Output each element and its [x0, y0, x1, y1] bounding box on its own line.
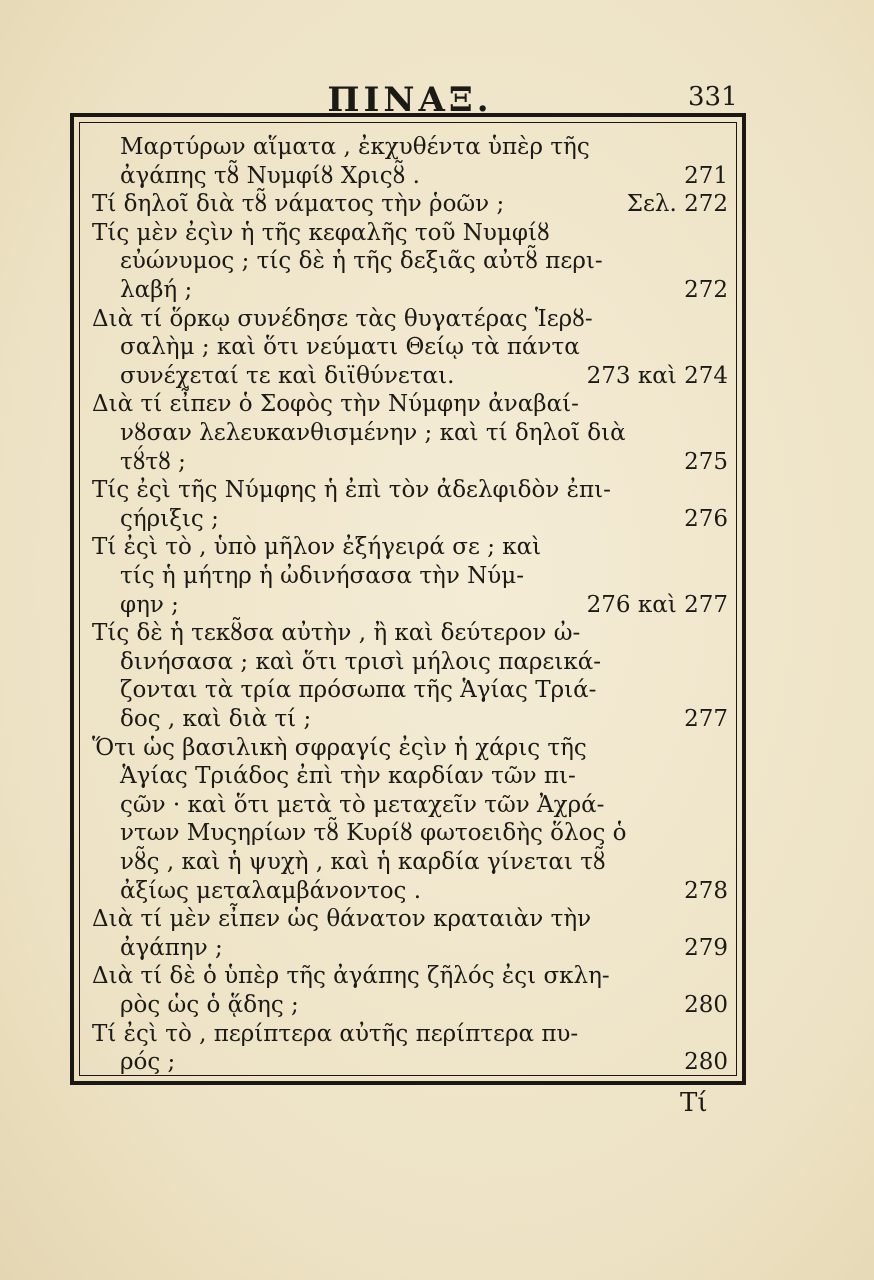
entry-text: συνέχεταί τε καὶ διϊθύνεται.: [120, 362, 455, 389]
entry-text: Τί ἐςὶ τὸ , ὑπὸ μῆλον ἐξήγειρά σε ; καὶ: [92, 534, 542, 561]
index-line: [88, 418, 728, 448]
entry-text: λαβή ;: [120, 277, 193, 303]
entry-text: Τίς δὲ ἡ τεκȣ̃σα αὐτὴν , ἢ καὶ δεύτερον ὠ-: [92, 620, 581, 647]
index-line: [88, 933, 728, 963]
entry-text: τȣ́τȣ ;: [120, 448, 186, 475]
index-line: [88, 990, 728, 1020]
index-line: [88, 1047, 728, 1077]
entry-text: σαλὴμ ; καὶ ὅτι νεύματι Θείῳ τὰ πάντα: [120, 334, 580, 361]
index-line: [88, 561, 728, 591]
index-line: [88, 389, 728, 419]
entry-page-ref: 275: [684, 448, 728, 475]
entry-text: ρός ;: [120, 1049, 176, 1076]
index-line: [88, 647, 728, 677]
entry-text: τίς ἡ μήτηρ ἡ ὠδινήσασα τὴν Νύμ-: [120, 563, 524, 589]
index-line: [88, 847, 728, 877]
index-line: [88, 304, 728, 334]
index-line: [88, 475, 728, 505]
entry-text: ἀγάπης τȣ̃ Νυμφίȣ Χριςȣ̃ .: [120, 162, 420, 189]
index-line: [88, 361, 728, 391]
index-line: [88, 675, 728, 705]
entry-page-ref: Σελ. 272: [626, 191, 728, 218]
index-line: [88, 761, 728, 791]
entry-page-ref: 276: [684, 505, 728, 532]
entry-text: Τίς μὲν ἐςὶν ἡ τῆς κεφαλῆς τοῦ Νυμφίȣ: [92, 219, 550, 246]
index-line: [88, 218, 728, 248]
entry-text: ἀξίως μεταλαμβάνοντος .: [120, 877, 422, 904]
entry-text: Μαρτύρων αἵματα , ἐκχυθέντα ὑπὲρ τῆς: [120, 134, 590, 160]
entry-text: ρὸς ὡς ὁ ᾅδης ;: [120, 992, 299, 1018]
entry-page-ref: 276 καὶ 277: [586, 591, 728, 618]
entry-text: ἀγάπην ;: [120, 934, 223, 961]
entry-page-ref: 277: [684, 706, 728, 732]
index-line: [88, 532, 728, 562]
running-title: ΠΙΝΑΞ.: [327, 80, 493, 120]
index-line: [88, 904, 728, 934]
entry-page-ref: 280: [684, 1049, 728, 1076]
page-number: 331: [688, 82, 738, 112]
entry-text: Τί ἐςὶ τὸ , περίπτερα αὐτῆς περίπτερα πυ-: [92, 1020, 579, 1047]
index-line: [88, 790, 728, 820]
index-line: [88, 246, 728, 276]
entry-text: ντων Μυςηρίων τȣ̃ Κυρίȣ φωτοειδὴς ὅλος ὁ: [120, 820, 627, 847]
catchword: Τί: [680, 1088, 708, 1118]
index-line: [88, 961, 728, 991]
entry-text: Ὅτι ὡς βασιλικὴ σφραγίς ἐςὶν ἡ χάρις τῆς: [92, 734, 587, 761]
entry-page-ref: 272: [684, 277, 728, 303]
entry-text: Ἁγίας Τριάδος ἐπὶ τὴν καρδίαν τῶν πι-: [120, 763, 576, 790]
entry-text: δος , καὶ διὰ τί ;: [120, 706, 312, 732]
index-line: [88, 132, 728, 162]
entry-text: ζονται τὰ τρία πρόσωπα τῆς Ἁγίας Τριά-: [120, 677, 597, 704]
index-line: [88, 161, 728, 191]
index-line: [88, 1019, 728, 1049]
index-line: [88, 818, 728, 848]
entry-page-ref: 280: [684, 992, 728, 1018]
entry-page-ref: 273 καὶ 274: [586, 362, 728, 389]
entry-text: νȣ̃ς , καὶ ἡ ψυχὴ , καὶ ἡ καρδία γίνεται τȣ̃: [120, 849, 606, 875]
entry-page-ref: 271: [684, 162, 728, 189]
index-line: [88, 275, 728, 305]
entry-text: Διὰ τί εἶπεν ὁ Σοφὸς τὴν Νύμφην ἀναβαί-: [92, 391, 579, 418]
index-line: [88, 447, 728, 477]
entry-text: φην ;: [120, 591, 179, 618]
entry-text: νȣσαν λελευκανθισμένην ; καὶ τί δηλοῖ διὰ: [120, 420, 626, 446]
entry-text: Διὰ τί μὲν εἶπεν ὡς θάνατον κραταιὰν τὴν: [92, 906, 592, 933]
entry-text: ςήριξις ;: [120, 505, 219, 532]
entry-page-ref: 278: [684, 877, 728, 904]
entry-text: εὐώνυμος ; τίς δὲ ἡ τῆς δεξιᾶς αὐτȣ̃ περι-: [120, 248, 603, 275]
index-line: [88, 189, 728, 219]
index-line: [88, 332, 728, 362]
index-line: [88, 618, 728, 648]
entry-text: Διὰ τί δὲ ὁ ὑπὲρ τῆς ἀγάπης ζῆλός ἐςι σκλη-: [92, 963, 610, 990]
entry-text: Διὰ τί ὅρκῳ συνέδησε τὰς θυγατέρας Ἱερȣ-: [92, 305, 593, 332]
entry-text: Τίς ἐςὶ τῆς Νύμφης ἡ ἐπὶ τὸν ἀδελφιδὸν ἐπι-: [92, 477, 611, 504]
entry-text: Τί δηλοῖ διὰ τȣ̃ νάματος τὴν ῥοῶν ;: [92, 191, 505, 218]
entry-text: ςῶν · καὶ ὅτι μετὰ τὸ μεταχεῖν τῶν Ἀχρά-: [120, 791, 605, 818]
index-line: [88, 876, 728, 906]
index-line: [88, 733, 728, 763]
entry-text: δινήσασα ; καὶ ὅτι τρισὶ μήλοις παρεικά-: [120, 648, 602, 675]
entry-page-ref: 279: [684, 934, 728, 961]
index-line: [88, 590, 728, 620]
index-line: [88, 704, 728, 734]
index-line: [88, 504, 728, 534]
